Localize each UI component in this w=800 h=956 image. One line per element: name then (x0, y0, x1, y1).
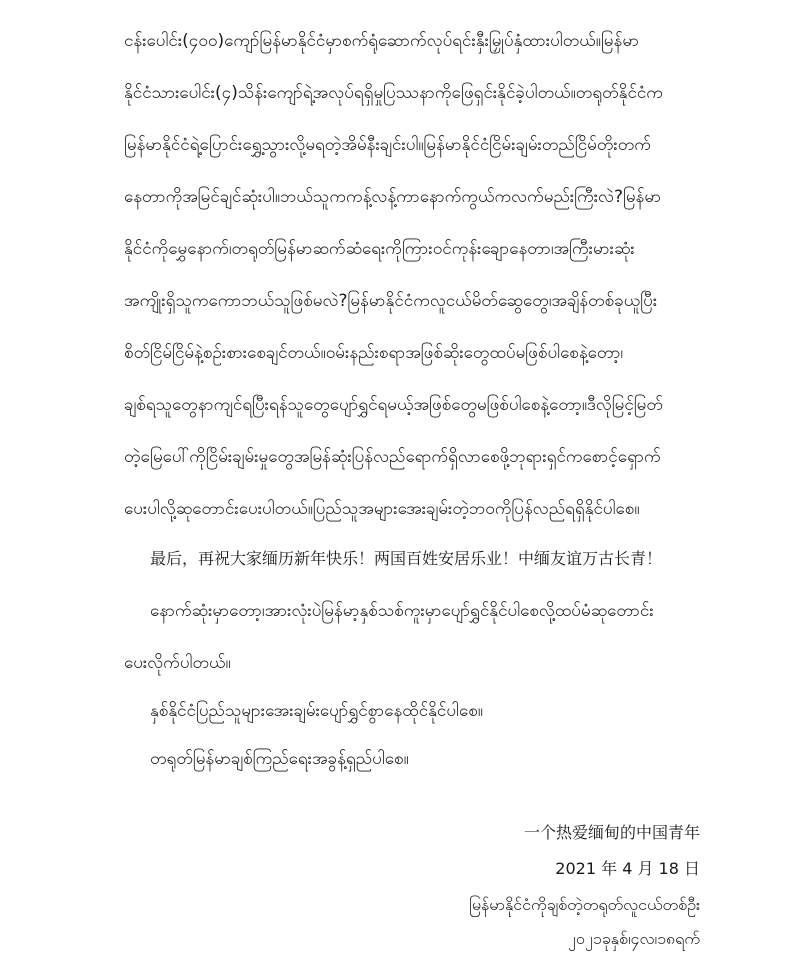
signature-author-my: မြန်မာနိုင်ငံကိုချစ်တဲ့တရုတ်လူငယ်တစ်ဦး (469, 895, 700, 914)
body-line: စိတ်ငြိမ်ငြိမ်နဲ့စဉ်းစားစေချင်တယ်။ဝမ်းနည်းစရာအဖြစ်ဆိုးတွေထပ်မဖြစ်ပါစေနဲ့တော့၊ (124, 343, 624, 363)
body-line: နိုင်ငံကိုမွှေနောက်၊တရုတ်မြန်မာဆက်ဆံရေးကိုကြားဝင်ကုန်းချောနေတာ၊အကြီးမားဆုံး (124, 239, 635, 259)
chinese-blessing: 最后，再祝大家缅历新年快乐！两国百姓安居乐业！中缅友谊万古长青！ (150, 549, 663, 568)
body-line: အကျိုးရှိသူကကောဘယ်သူဖြစ်မလဲ?မြန်မာနိုင်ငံကလူငယ်မိတ်ဆွေတွေ၊အချိန်တစ်ခုယူပြီး (124, 291, 658, 311)
closing-line: ပေးလိုက်ပါတယ်။ (124, 653, 231, 673)
wish-line: တရုတ်မြန်မာချစ်ကြည်ရေးအခွန့်ရှည်ပါစေ။ (150, 749, 409, 769)
body-line: နေတာကိုအမြင်ချင်ဆုံးပါ။ဘယ်သူကကန့်လန့်ကာနောက်ကွယ်ကလက်မည်းကြီးလဲ?မြန်မာ (124, 187, 662, 207)
closing-line: နောက်ဆုံးမှာတော့၊အားလုံးပဲမြန်မာ့နှစ်သစ်ကူးမှာပျော်ရွှင်နိုင်ပါစေလို့ထပ်မံဆုတောင်း (150, 601, 654, 621)
signature-date-my: ၂၀၂၁ခုနှစ်၊၄လ၊၁၈ရက် (567, 929, 700, 948)
signature-author-cn: 一个热爱缅甸的中国青年 (523, 823, 700, 842)
signature-date-cn: 2021 年 4 月 18 日 (555, 859, 700, 878)
body-line: ချစ်ရသူတွေနာကျင်ရပြီးရန်သူတွေပျော်ရွှင်ရမယ့်အဖြစ်တွေမဖြစ်ပါစေနဲ့တော့။ဒီလိုမြင့်မြတ် (124, 395, 663, 415)
body-line: ငန်းပေါင်း(၄၀၀)ကျော်မြန်မာနိုင်ငံမှာစက်ရုံဆောက်လုပ်ရင်းနှီးမြှုပ်နှံထားပါတယ်။မြန်မာ (124, 31, 640, 51)
wish-line: နှစ်နိုင်ငံပြည်သူများအေးချမ်းပျော်ရွှင်စွာနေထိုင်နိုင်ပါစေ။ (150, 701, 483, 721)
body-line: တဲ့မြေပေါ်ကိုငြိမ်းချမ်းမှုတွေအမြန်ဆုံးပြန်လည်ရောက်ရှိလာစေဖို့ဘုရားရှင်ကစောင့်ရှောက် (124, 447, 661, 467)
body-line: ပေးပါလို့ဆုတောင်းပေးပါတယ်။ပြည်သူအများအေးချမ်းတဲ့ဘဝကိုပြန်လည်ရရှိနိုင်ပါစေ။ (124, 499, 640, 519)
body-line: နိုင်ငံသားပေါင်း(၄)သိန်းကျော်ရဲ့အလုပ်ရရှိမှုပြဿနာကိုဖြေရှင်းနိုင်ခဲ့ပါတယ်။တရုတ်နိုင်ငံက (124, 83, 663, 103)
body-line: မြန်မာနိုင်ငံရဲ့ပြောင်းရွှေ့သွားလို့မရတဲ့အိမ်နီးချင်းပါ။မြန်မာနိုင်ငံငြိမ်းချမ်းတည်ငြိမ်တိုးတက် (124, 135, 651, 155)
